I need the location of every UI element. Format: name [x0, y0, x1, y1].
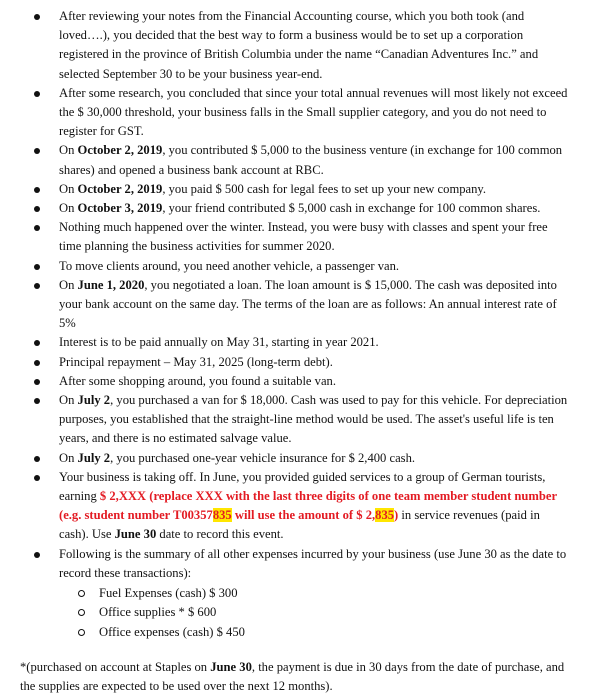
bullet-icon: [34, 456, 40, 462]
footnote-text: , the payment is due in 30 days from the date of purchase, and the supplies are expected to be used over the next 12 months).: [20, 659, 565, 693]
red-instruction-text: will use the amount of $ 2,: [231, 508, 376, 523]
red-instruction-text: $ 2,XXX (replace XXX with the last three digits of one team member student number (e.g. student number T00357: [59, 489, 557, 523]
list-item: [0, 141, 572, 179]
hollow-bullet-icon: [78, 609, 85, 616]
bullet-icon: [34, 91, 40, 97]
bullet-icon: [34, 14, 40, 20]
bullet-icon: [34, 379, 40, 385]
bullet-icon: [34, 340, 40, 346]
item-text: , you paid $ 500 cash for legal fees to set up your new company.: [162, 181, 487, 196]
highlighted-digits: 835: [212, 508, 232, 523]
item-date: October 2, 2019: [77, 143, 163, 158]
item-text: Nothing much happened over the winter. Instead, you were busy with classes and spent your free time planning the business activities for summer 2020.: [59, 220, 548, 254]
list-item: [0, 257, 572, 276]
item-text: date to record this event.: [156, 527, 284, 542]
list-item: [0, 372, 572, 391]
bullet-icon: [34, 475, 40, 481]
bullet-icon: [34, 398, 40, 404]
item-text: On: [59, 201, 78, 216]
item-text: , your friend contributed $ 5,000 cash in exchange for 100 common shares.: [162, 201, 541, 216]
list-item: [0, 276, 572, 334]
item-text: On: [59, 450, 78, 465]
event-list: [0, 7, 572, 642]
item-text: On: [59, 181, 78, 196]
item-date: June 30: [114, 527, 157, 542]
footnote: [20, 658, 572, 696]
list-item: [0, 449, 572, 468]
bullet-icon: [34, 148, 40, 154]
sub-item-text: Office supplies * $ 600: [99, 605, 217, 620]
item-text: Following is the summary of all other expenses incurred by your business (use June 30 as the date to record these transactions):: [59, 546, 567, 580]
highlighted-amount: 835: [375, 508, 395, 523]
item-text: in service revenues (paid in cash). Use: [59, 508, 540, 542]
item-text: After reviewing your notes from the Financial Accounting course, which you both took (and loved….), you decided that the best way to form a business would be to set up a corporation registered in the province of British Columbia under the name “Canadian Adventures Inc.” and selected September 30 to be your business year-end.: [59, 9, 539, 81]
item-text: , you negotiated a loan. The loan amount is $ 15,000. The cash was deposited into your bank account on the same day. The terms of the loan are as follows: An annual interest rate of 5%: [59, 277, 557, 331]
item-date: June 1, 2020: [77, 277, 145, 292]
item-text: Your business is taking off. In June, you provided guided services to a group of German tourists, earning: [59, 469, 546, 504]
hollow-bullet-icon: [78, 629, 85, 636]
item-text: , you contributed $ 5,000 to the business venture (in exchange for 100 common shares) and opened a business bank account at RBC.: [59, 143, 563, 177]
item-date: July 2: [77, 450, 111, 465]
item-text: , you purchased a van for $ 18,000. Cash was used to pay for this vehicle. For depreciation purposes, you established that the straight-line method would be used. The asset's useful life is ten years, and there is no estimated salvage value.: [59, 393, 568, 446]
list-item: [0, 353, 572, 372]
bullet-icon: [34, 264, 40, 270]
footnote-date: June 30: [210, 659, 252, 674]
sub-list-item: [59, 603, 572, 622]
item-date: October 3, 2019: [77, 201, 163, 216]
item-text: , you purchased one-year vehicle insurance for $ 2,400 cash.: [110, 450, 416, 465]
item-text: Principal repayment – May 31, 2025 (long-term debt).: [59, 354, 333, 369]
list-item: [0, 180, 572, 199]
expenses-item: [0, 545, 572, 642]
expense-sublist: [59, 584, 572, 642]
item-text: On: [59, 393, 78, 408]
sub-item-text: Fuel Expenses (cash) $ 300: [99, 586, 238, 601]
sub-list-item: [59, 623, 572, 642]
bullet-icon: [34, 283, 40, 289]
item-text: To move clients around, you need another vehicle, a passenger van.: [59, 258, 400, 273]
item-text: On: [59, 277, 78, 292]
item-text: After some research, you concluded that since your total annual revenues will most likely not exceed the $ 30,000 threshold, your business falls in the Small supplier category, and you do not need to register for GST.: [59, 85, 568, 139]
list-item: [0, 84, 572, 142]
bullet-icon: [34, 360, 40, 366]
footnote-text: *(purchased on account at Staples on: [20, 659, 211, 674]
item-text: Interest is to be paid annually on May 31, starting in year 2021.: [59, 335, 379, 350]
list-item: [0, 333, 572, 352]
list-item: [0, 7, 572, 84]
item-text: After some shopping around, you found a suitable van.: [59, 373, 337, 388]
list-item: [0, 391, 572, 449]
red-instruction-text: ): [394, 508, 399, 523]
hollow-bullet-icon: [78, 590, 85, 597]
bullet-icon: [34, 225, 40, 231]
bullet-icon: [34, 552, 40, 558]
bullet-icon: [34, 206, 40, 212]
revenue-item: [0, 468, 572, 545]
item-date: July 2: [77, 393, 111, 408]
sub-item-text: Office expenses (cash) $ 450: [99, 624, 245, 639]
sub-list-item: [59, 584, 572, 603]
list-item: [0, 218, 572, 256]
item-date: October 2, 2019: [77, 181, 163, 196]
item-text: On: [59, 143, 78, 158]
list-item: [0, 199, 572, 218]
bullet-icon: [34, 187, 40, 193]
